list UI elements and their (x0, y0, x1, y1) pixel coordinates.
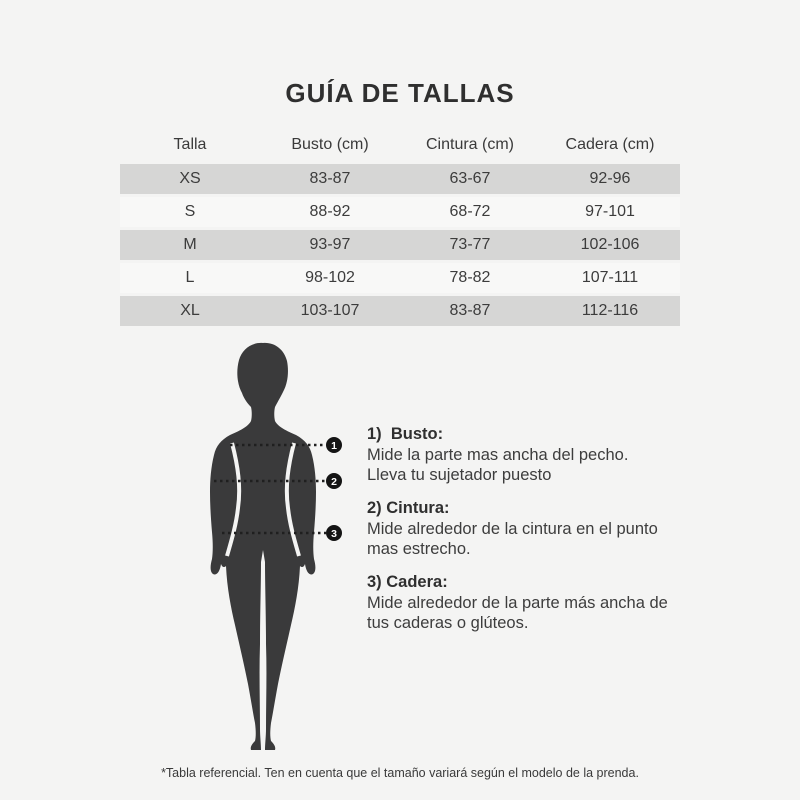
instruction-cadera-line-1: Mide alrededor de la parte más ancha de (367, 594, 668, 612)
size-table (120, 130, 680, 329)
female-silhouette (210, 343, 316, 750)
table-header-row (120, 130, 680, 160)
body-silhouette-figure (178, 340, 348, 760)
marker-2 (326, 473, 342, 489)
header-cintura: Cintura (cm) (425, 136, 514, 153)
cell-busto: 88-92 (309, 203, 351, 220)
cell-cadera: 112-116 (581, 302, 639, 319)
table-row-xl (120, 296, 680, 326)
marker-1-number: 1 (331, 439, 337, 452)
cell-cintura: 68-72 (449, 203, 491, 220)
cell-cadera: 102-106 (580, 236, 640, 253)
page-title: GUÍA DE TALLAS (285, 78, 515, 108)
instruction-cadera-heading: 3) Cadera: (367, 573, 448, 591)
cell-cintura: 73-77 (449, 236, 491, 253)
cell-busto: 98-102 (305, 269, 355, 286)
cell-talla: S (184, 203, 196, 220)
cell-talla: M (183, 236, 197, 253)
instruction-cintura-line-1: Mide alrededor de la cintura en el punto (367, 520, 658, 538)
cell-cadera: 92-96 (589, 170, 631, 187)
cell-busto: 103-107 (300, 302, 360, 319)
marker-1 (326, 437, 342, 453)
cell-cintura: 83-87 (449, 302, 491, 319)
cell-talla: XS (179, 170, 201, 187)
marker-2-number: 2 (331, 475, 337, 488)
measurement-diagram (178, 340, 348, 760)
cell-cadera: 107-111 (581, 269, 639, 286)
instruction-cintura-heading: 2) Cintura: (367, 499, 450, 517)
header-cadera: Cadera (cm) (565, 136, 655, 153)
cell-busto: 93-97 (309, 236, 351, 253)
cell-busto: 83-87 (309, 170, 351, 187)
reference-footnote: *Tabla referencial. Ten en cuenta que el tamaño variará según el modelo de la prenda. (161, 766, 639, 780)
table-row-m (120, 230, 680, 260)
marker-3-number: 3 (331, 527, 337, 540)
table-row-l (120, 263, 680, 293)
header-busto: Busto (cm) (291, 136, 369, 153)
instruction-cadera-line-2: tus caderas o glúteos. (367, 614, 529, 632)
instruction-cintura-line-2: mas estrecho. (367, 540, 471, 558)
cell-talla: L (185, 269, 195, 286)
instruction-cintura (367, 498, 697, 559)
marker-3 (326, 525, 342, 541)
table-row-s (120, 197, 680, 227)
instruction-cadera (367, 572, 697, 633)
cell-cintura: 63-67 (449, 170, 491, 187)
instruction-busto-heading: 1) Busto: (367, 425, 444, 443)
cell-talla: XL (180, 302, 200, 319)
instruction-busto-line-2: Lleva tu sujetador puesto (367, 466, 552, 484)
table-row-xs (120, 164, 680, 194)
cell-cadera: 97-101 (585, 203, 635, 220)
header-talla: Talla (173, 136, 207, 153)
measurement-instructions (367, 424, 697, 646)
instruction-busto (367, 424, 697, 485)
instruction-busto-line-1: Mide la parte mas ancha del pecho. (367, 446, 629, 464)
cell-cintura: 78-82 (449, 269, 491, 286)
